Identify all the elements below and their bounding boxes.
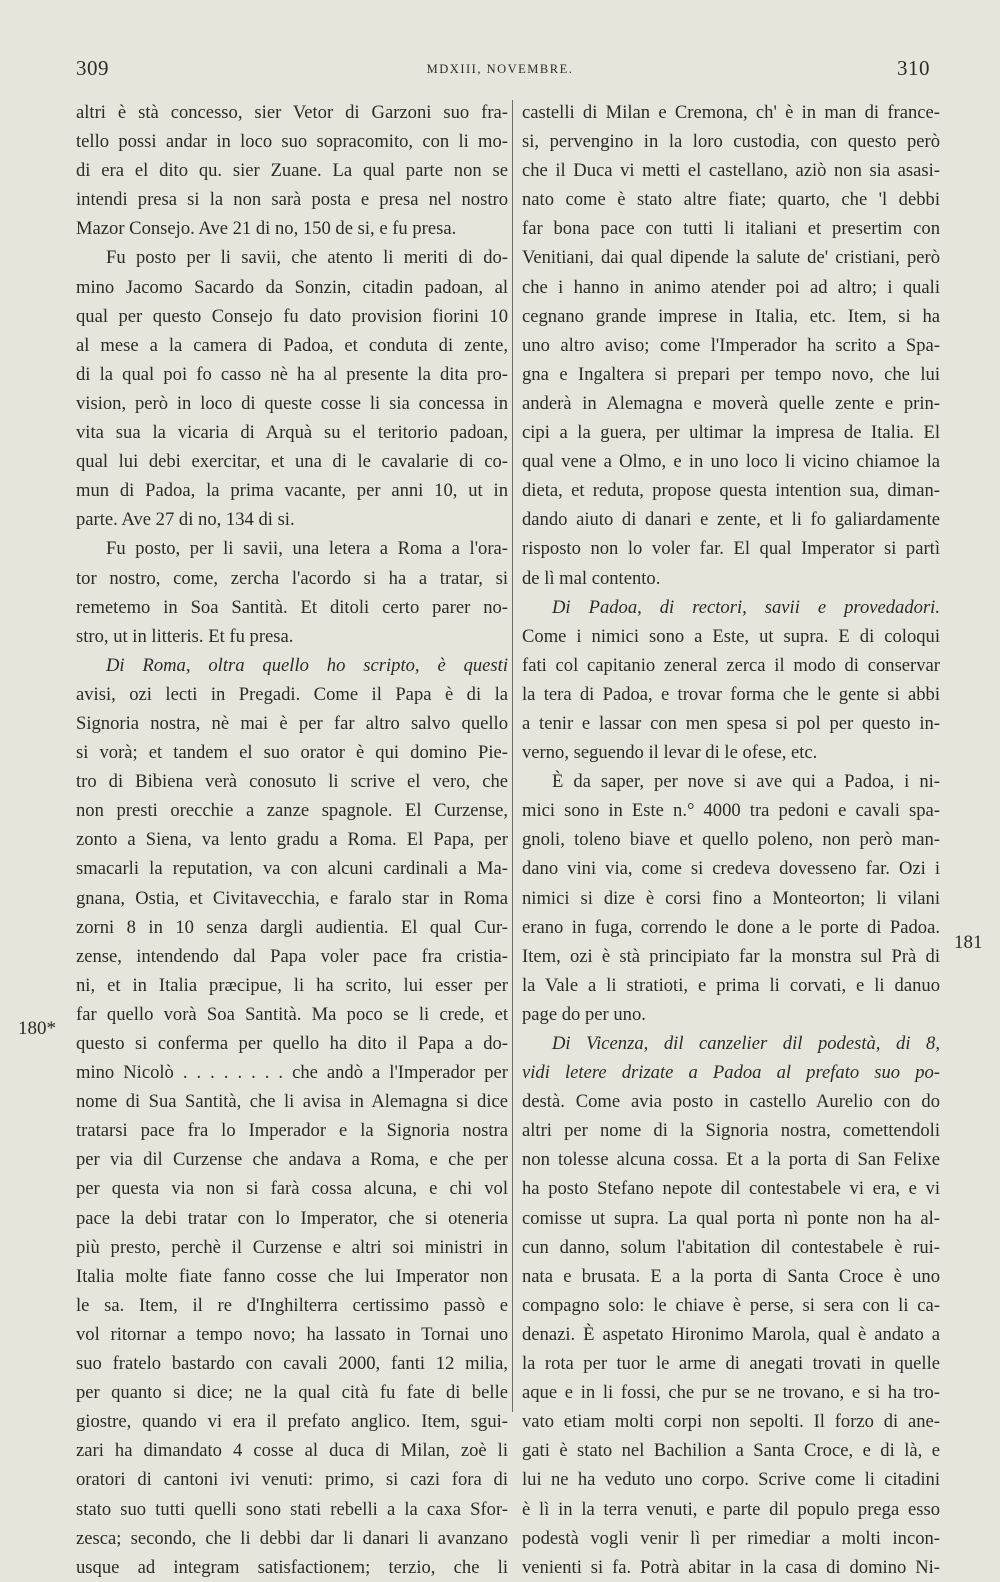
text-line: oratori di cantoni ivi venuti: primo, si cazi fora di bbox=[76, 1469, 508, 1491]
text-line: uno altro aviso; come l'Imperador ha scrito a Spa- bbox=[522, 334, 940, 356]
right-column bbox=[522, 98, 940, 1582]
text-line: lui ne ha veduto uno corpo. Scrive come li citadini bbox=[522, 1469, 940, 1491]
text-line: Fu posto per li savii, che atento li meriti di do- bbox=[106, 247, 508, 269]
text-line: le sa. Item, il re d'Inghilterra certissimo passò e bbox=[76, 1294, 508, 1316]
text-line: gna e Ingaltera si prepari per tempo novo, che lui bbox=[522, 363, 940, 385]
text-line: vidi letere drizate a Padoa al prefato suo po- bbox=[522, 1062, 940, 1084]
text-line: tor nostro, come, zercha l'acordo si ha a tratar, si bbox=[76, 567, 508, 589]
text-line: questo si conferma per quello ha dito il Papa a do- bbox=[76, 1033, 508, 1054]
text-line: Italia molte fiate fanno cosse che lui Imperator non bbox=[76, 1265, 508, 1287]
text-line: altri per nome di la Signoria nostra, comettendoli bbox=[522, 1120, 940, 1142]
text-line: Fu posto, per li savii, una letera a Roma a l'ora- bbox=[106, 538, 508, 560]
text-line: per quanto si dice; ne la qual cità fu fate di belle bbox=[76, 1382, 508, 1404]
text-line: usque ad integram satisfactionem; terzio, che li bbox=[76, 1556, 508, 1578]
text-line: mino Nicolò . . . . . . . . che andò a l'Imperador per bbox=[76, 1062, 508, 1084]
text-line: stro, ut in litteris. Et fu presa. bbox=[76, 625, 294, 647]
text-line: risposto non lo voler far. El qual Imperator si partì bbox=[522, 538, 940, 560]
text-line: nome di Sua Santità, che li avisa in Alemagna si dice bbox=[76, 1091, 508, 1113]
text-line: gati è stato nel Bachilion a Santa Croce, e di là, e bbox=[522, 1440, 940, 1462]
text-line: giostre, quando vi era il prefato anglico. Item, sgui- bbox=[76, 1411, 508, 1433]
text-line: remetemo in Soa Santità. Et ditoli certo parer no- bbox=[76, 596, 508, 618]
text-line: vita sua la vicaria di Arquà su el teritorio padoan, bbox=[76, 422, 508, 444]
text-line: non presti orecchie a zanze spagnole. El Curzense, bbox=[76, 800, 508, 822]
text-line: comisse ut supra. La qual porta nì ponte non ha al- bbox=[522, 1207, 940, 1229]
text-line: nata e brusata. E a la porta di Santa Croce è uno bbox=[522, 1265, 940, 1287]
text-line: Di Padoa, di rectori, savii e provedadori. bbox=[552, 596, 940, 618]
text-line: Item, ozi è stà principiato far la monstra sul Prà di bbox=[522, 945, 940, 967]
text-line: parte. Ave 27 di no, 134 di si. bbox=[76, 509, 295, 531]
text-line: Signoria nostra, nè mai è per far altro salvo quello bbox=[76, 712, 508, 734]
text-line: per via dil Curzense che andava a Roma, e che per bbox=[76, 1149, 508, 1171]
text-line: altri è stà concesso, sier Vetor di Garzoni suo fra- bbox=[76, 102, 508, 123]
text-line: castelli di Milan e Cremona, ch' è in man di france- bbox=[522, 102, 940, 123]
text-line: È da saper, per nove si ave qui a Padoa, i ni- bbox=[552, 771, 940, 793]
text-line: Mazor Consejo. Ave 21 di no, 150 de si, e fu presa. bbox=[76, 218, 457, 240]
text-line: Come i nimici sono a Este, ut supra. E di coloqui bbox=[522, 625, 940, 647]
text-line: intendi presa si la non sarà posta e presa nel nostro bbox=[76, 189, 508, 211]
text-line: far bona pace con tutti li italiani et presertim con bbox=[522, 218, 940, 240]
text-line: tello possi andar in loco suo sopracomito, con li mo- bbox=[76, 131, 508, 153]
text-line: dando aiuto di danari e zente, et li fo galiardamente bbox=[522, 509, 940, 531]
page-header bbox=[0, 56, 1000, 86]
text-line: la Vale a li stratioti, e prima li corvati, e li danuo bbox=[522, 974, 940, 996]
text-line: tratarsi pace fra lo Imperador e la Signoria nostra bbox=[76, 1120, 508, 1142]
text-line: anderà in Alemagna e moverà quelle zente e prin- bbox=[522, 392, 940, 414]
text-line: Di Vicenza, dil canzelier dil podestà, di 8, bbox=[552, 1033, 940, 1054]
text-line: mici sono in Este n.° 4000 tra pedoni e cavali spa- bbox=[522, 800, 940, 822]
text-line: venienti si fa. Potrà abitar in la casa di domino Ni- bbox=[522, 1556, 940, 1578]
text-line: che il Duca vi metti el castellano, aziò non sia asasi- bbox=[522, 160, 940, 182]
text-line: suo fratelo bastardo con cavali 2000, fanti 12 milia, bbox=[76, 1353, 508, 1375]
text-line: cegnano grande imprese in Italia, etc. Item, si ha bbox=[522, 305, 940, 327]
text-line: che i hanno in animo atender poi ad altro; i quali bbox=[522, 276, 940, 298]
text-line: cun danno, solum l'abitation dil contestabele è rui- bbox=[522, 1236, 940, 1258]
text-line: Venitiani, dai qual dipende la salute de' cristiani, però bbox=[522, 247, 940, 269]
text-line: page do per uno. bbox=[522, 1003, 646, 1025]
text-line: mino Jacomo Sacardo da Sonzin, citadin padoan, al bbox=[76, 276, 508, 298]
text-line: podestà vogli venir lì per rimediar a molti incon- bbox=[522, 1527, 940, 1549]
text-line: qual lui debi exercitar, et una di le cavalarie di co- bbox=[76, 451, 508, 473]
text-line: smacarli la reputation, va con alcuni cardinali a Ma- bbox=[76, 858, 508, 880]
text-line: si, pervengino in la loro custodia, con questo però bbox=[522, 131, 940, 153]
margin-note-left: 180* bbox=[18, 1018, 56, 1039]
text-line: più presto, perchè il Curzense e altri soi ministri in bbox=[76, 1236, 508, 1258]
text-line: zense, intendendo dal Papa voler pace fra cristia- bbox=[76, 945, 508, 967]
text-line: fati col capitanio zeneral zerca il modo di conservar bbox=[522, 654, 940, 676]
text-line: zesca; secondo, che li debbi dar li danari li avanzano bbox=[76, 1527, 508, 1549]
text-line: qual vene a Olmo, e in uno loco li vicino chiamoe la bbox=[522, 451, 940, 473]
text-line: dano vini via, come si credeva dovesseno far. Ozi i bbox=[522, 858, 940, 880]
column-divider bbox=[512, 100, 513, 1412]
text-line: ni, et in Italia præcipue, li ha scrito, lui esser per bbox=[76, 974, 508, 996]
text-line: zonto a Siena, va lento gradu a Roma. El Papa, per bbox=[76, 829, 508, 851]
text-line: stato suo tutti quelli sono stati rebelli a la caxa Sfor- bbox=[76, 1498, 508, 1520]
text-line: tro di Bibiena verà conosuto li scrive el vero, che bbox=[76, 771, 508, 793]
text-line: zorni 8 in 10 senza dargli audientia. El qual Cur- bbox=[76, 916, 508, 938]
text-line: verno, seguendo il levar di le ofese, etc. bbox=[522, 742, 818, 764]
text-line: zari ha dimandato 4 cosse al duca di Milan, zoè li bbox=[76, 1440, 508, 1462]
text-line: denazi. È aspetato Hironimo Marola, qual è andato a bbox=[522, 1323, 940, 1345]
text-line: compagno solo: le chiave è perse, si sera con li ca- bbox=[522, 1294, 940, 1316]
text-line: gnana, Ostia, et Civitavecchia, e faralo star in Roma bbox=[76, 887, 508, 909]
text-line: qual per questo Consejo fu dato provision fiorini 10 bbox=[76, 305, 508, 327]
text-line: vision, però in loco di queste cosse li sia concessa in bbox=[76, 392, 508, 414]
text-line: la tera di Padoa, e trovar forma che le gente si abbi bbox=[522, 683, 940, 705]
text-line: dieta, et reduta, propose questa intention sua, diman- bbox=[522, 480, 940, 502]
text-line: nato come è stato altre fiate; quarto, che 'l debbi bbox=[522, 189, 940, 211]
text-line: per questa via non si farà cossa alcuna, e chi vol bbox=[76, 1178, 508, 1200]
text-line: a tenir e lassar con men spesa si pol per questo in- bbox=[522, 712, 940, 734]
text-line: vato etiam molti corpi non sepolti. Il forzo di ane- bbox=[522, 1411, 940, 1433]
text-line: cipi a la guera, per ultimar la impresa de Italia. El bbox=[522, 422, 940, 444]
text-line: avisi, ozi lecti in Pregadi. Come il Papa è di la bbox=[76, 683, 508, 705]
text-line: erano in fuga, correndo le done a le porte di Padoa. bbox=[522, 916, 940, 938]
text-line: ha posto Stefano nepote dil contestabele vi era, e vi bbox=[522, 1178, 940, 1200]
text-line: de lì mal contento. bbox=[522, 567, 661, 589]
text-line: mun di Padoa, la prima vacante, per anni 10, ut in bbox=[76, 480, 508, 502]
text-line: non tolesse alcuna cossa. Et a la porta di San Felixe bbox=[522, 1149, 940, 1171]
text-line: far quello vorà Soa Santità. Ma poco se li crede, et bbox=[76, 1003, 508, 1025]
text-line: gnoli, toleno biave et quello poleno, non però man- bbox=[522, 829, 940, 851]
text-line: aque e in li fossi, che pur se ne trovano, e si ha tro- bbox=[522, 1382, 940, 1404]
text-line: si vorà; et tandem el suo orator è qui domino Pie- bbox=[76, 742, 508, 764]
page-number-left: 309 bbox=[76, 56, 109, 80]
page-number-right: 310 bbox=[897, 56, 930, 80]
text-line: è lì in la terra venuti, e parte dil populo prega esso bbox=[522, 1498, 940, 1520]
text-line: Di Roma, oltra quello ho scripto, è questi bbox=[106, 654, 508, 676]
text-line: di era el dito qu. sier Zuane. La qual parte non se bbox=[76, 160, 508, 182]
left-column bbox=[76, 98, 508, 1582]
text-line: pace la debi tratar con lo Imperator, che si oteneria bbox=[76, 1207, 508, 1229]
running-title: MDXIII, NOVEMBRE. bbox=[426, 62, 574, 76]
text-line: nimici si dize è corsi fino a Monteorton; li vilani bbox=[522, 887, 940, 909]
text-line: al mese a la camera di Padoa, et conduta di zente, bbox=[76, 334, 508, 356]
margin-note-right: 181 bbox=[954, 932, 983, 953]
text-line: vol ritornar a tempo novo; ha lassato in Tornai uno bbox=[76, 1323, 508, 1345]
text-line: destà. Come avia posto in castello Aurelio con do bbox=[522, 1091, 940, 1113]
text-line: di la qual poi fo casso nè ha al presente la dita pro- bbox=[76, 363, 508, 385]
text-line: la rota per tuor le arme di anegati trovati in quelle bbox=[522, 1353, 940, 1375]
